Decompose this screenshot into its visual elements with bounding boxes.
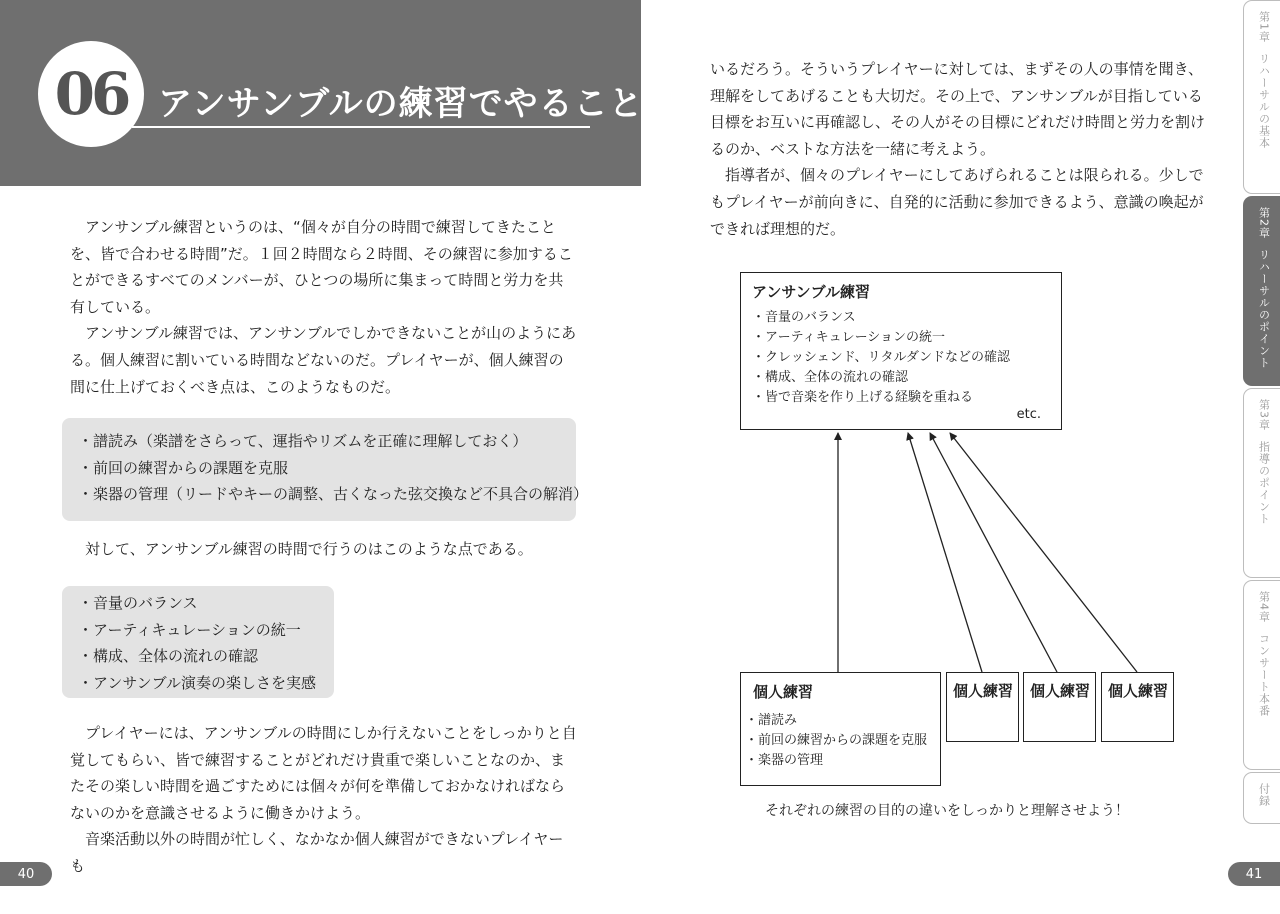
list-item: ・クレッシェンド、リタルダンドなどの確認 — [752, 350, 1011, 365]
chapter-title: 付録 — [1257, 783, 1271, 807]
arrow-small-2 — [930, 433, 1057, 672]
arrow-small-1 — [908, 433, 982, 672]
section-title: アンサンブルの練習でやること — [158, 84, 644, 124]
individual-practice-box — [740, 672, 941, 786]
list-item: ・楽器の管理 — [745, 753, 824, 768]
list-item: ・構成、全体の流れの確認 — [78, 647, 259, 665]
individual-box-title: 個人練習 — [753, 683, 814, 701]
chapter-label: 第4章 — [1257, 591, 1271, 623]
chapter-label: 第1章 — [1257, 11, 1271, 43]
list-item: ・アーティキュレーションの統一 — [78, 620, 301, 639]
chapter-title: 指導のポイント — [1257, 441, 1271, 525]
chapter-label: 第3章 — [1257, 399, 1271, 431]
chapter-title: リハーサルのポイント — [1257, 249, 1271, 369]
chapter-title: リハーサルの基本 — [1257, 53, 1271, 149]
individual-practice-box-small — [1101, 672, 1174, 742]
continuation-paragraph: いるだろう。そういうプレイヤーに対しては、まずその人の事情を聞き、理解をしてあげることも大切だ。その上で、アンサンブルが目指している目標をお互いに再確認し、その人がその目標にどれだけ時間と労力を割けるのか、ベストな方法を一緒に考えよう。 — [710, 60, 1206, 158]
intro-paragraph-2: アンサンブル練習では、アンサンブルでしかできないことが山のようにある。個人練習に割いている時間などないのだ。プレイヤーが、個人練習の間に仕上げておくべき点は、このようなものだ。 — [70, 324, 577, 396]
middle-paragraph: 対して、アンサンブル練習の時間で行うのはこのような点である。 — [85, 540, 533, 558]
etc-label: etc. — [1016, 407, 1041, 422]
chapter-tab-4[interactable] — [1243, 580, 1280, 770]
section-number: 06 — [54, 60, 128, 128]
diagram-caption: それぞれの練習の目的の違いをしっかりと理解させよう！ — [765, 803, 1129, 819]
list-item: ・音量のバランス — [78, 594, 198, 612]
chapter-tab-appendix[interactable] — [1243, 772, 1280, 824]
individual-practice-box-small — [1023, 672, 1096, 742]
list-item: ・譜読み（楽譜をさらって、運指やリズムを正確に理解しておく） — [78, 432, 528, 450]
closing-paragraph-2: 音楽活動以外の時間が忙しく、なかなか個人練習ができないプレイヤーも — [70, 830, 564, 875]
chapter-tab-1[interactable] — [1243, 0, 1280, 194]
ensemble-practice-box — [740, 272, 1062, 430]
chapter-title: コンサート本番 — [1257, 633, 1271, 717]
list-item: ・アンサンブル演奏の楽しさを実感 — [78, 673, 317, 692]
list-item: ・前回の練習からの課題を克服 — [78, 458, 289, 477]
list-item: ・譜読み — [745, 713, 798, 728]
ensemble-box-title: アンサンブル練習 — [752, 283, 871, 301]
list-item: ・楽器の管理（リードやキーの調整、古くなった弦交換など不具合の解消） — [78, 485, 589, 503]
right-paragraph-2: 指導者が、個々のプレイヤーにしてあげられることは限られる。少しでもプレイヤーが前向きに、自発的に活動に参加できるよう、意識の喚起ができれば理想的だ。 — [710, 166, 1204, 238]
small-box-title: 個人練習 — [1030, 682, 1091, 700]
individual-practice-box-small — [946, 672, 1019, 742]
page-number-left: 40 — [0, 862, 52, 886]
list-item: ・音量のバランス — [752, 310, 856, 325]
page-number-right: 41 — [1228, 862, 1280, 886]
list-item: ・前回の練習からの課題を克服 — [745, 733, 928, 748]
list-item: ・アーティキュレーションの統一 — [752, 330, 946, 345]
chapter-tab-3[interactable] — [1243, 388, 1280, 578]
list-item: ・皆で音楽を作り上げる経験を重ねる — [752, 390, 974, 405]
arrow-small-3 — [950, 433, 1137, 672]
list-item: ・構成、全体の流れの確認 — [752, 370, 909, 385]
small-box-title: 個人練習 — [953, 682, 1014, 700]
chapter-label: 第2章 — [1257, 207, 1271, 239]
closing-paragraph-1: プレイヤーには、アンサンブルの時間にしか行えないことをしっかりと自覚してもらい、皆で練習することがどれだけ貴重で楽しいことなのか、またその楽しい時間を過ごすためには個々が何を準備しておかなければならないのかを意識させるように働きかけよう。 — [70, 724, 577, 822]
chapter-tab-2[interactable] — [1243, 196, 1280, 386]
small-box-title: 個人練習 — [1108, 682, 1169, 700]
intro-paragraph-1: アンサンブル練習というのは、“個々が自分の時間で練習してきたことを、皆で合わせる時間”だ。１回２時間なら２時間、その練習に参加することができるすべてのメンバーが、ひとつの場所に集まって時間と労力を共有している。 — [70, 218, 573, 316]
